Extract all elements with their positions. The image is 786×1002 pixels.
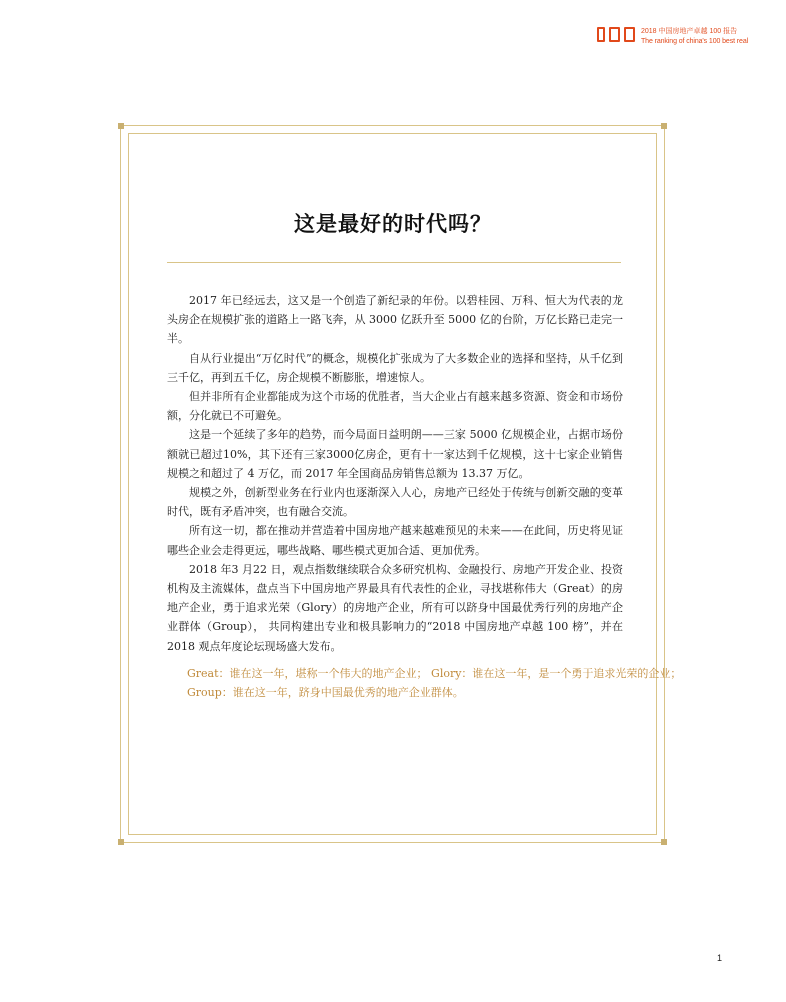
frame-corner-ornament bbox=[118, 839, 124, 845]
paragraph: 2017 年已经远去，这又是一个创造了新纪录的年份。以碧桂园、万科、恒大为代表的龙头房企在规模扩张的道路上一路飞奔，从 3000 亿跃升至 5000 亿的台阶，万亿长路已走完一半。 bbox=[167, 294, 623, 346]
frame-corner-ornament bbox=[118, 123, 124, 129]
paragraph: 但并非所有企业都能成为这个市场的优胜者，当大企业占有越来越多资源、资金和市场份额，分化就已不可避免。 bbox=[167, 390, 623, 423]
paragraph: 所有这一切，都在推动并营造着中国房地产越来越难预见的未来——在此间，历史将见证哪些企业会走得更远，哪些战略、哪些模式更加合适、更加优秀。 bbox=[167, 524, 623, 557]
highlight-callout: Great：谁在这一年，堪称一个伟大的地产企业； Glory：谁在这一年，是一个勇于追求光荣的企业； Group：谁在这一年，跻身中国最优秀的地产企业群体。 bbox=[187, 667, 682, 699]
paragraph: 规模之外，创新型业务在行业内也逐渐深入人心，房地产已经处于传统与创新交融的变革时代，既有矛盾冲突，也有融合交流。 bbox=[167, 486, 623, 519]
report-title: 2018 中国房地产卓越 100 报告 bbox=[641, 28, 738, 35]
page-title: 这是最好的时代吗？ bbox=[294, 212, 492, 236]
page-number: 1 bbox=[717, 953, 723, 963]
report-logo-icon bbox=[597, 27, 635, 42]
paragraph: 这是一个延续了多年的趋势，而今局面日益明朗——三家 5000 亿规模企业，占据市场份额就已超过10%，其下还有三家3000亿房企，更有十一家达到千亿规模，这十七家企业销售规模之和超过了 4 万亿，而 2017 年全国商品房销售总额为 13.37 万亿。 bbox=[167, 428, 623, 480]
title-divider bbox=[167, 262, 621, 263]
article-body bbox=[167, 291, 623, 656]
frame-corner-ornament bbox=[661, 123, 667, 129]
logo-block-2 bbox=[609, 27, 620, 42]
logo-block-1 bbox=[597, 27, 605, 42]
paragraph: 2018 年3 月22 日，观点指数继续联合众多研究机构、金融投行、房地产开发企业、投资机构及主流媒体，盘点当下中国房地产界最具有代表性的企业，寻找堪称伟大（Great）的房地产企业，勇于追求光荣（Glory）的房地产企业，所有可以跻身中国最优秀行列的房地产企业群体（Group）， 共同构建出专业和极具影响力的“2018 中国房地产卓越 100 榜”，并在 2018 观点年度论坛现场盛大发布。 bbox=[167, 562, 623, 653]
paragraph: 自从行业提出“万亿时代”的概念，规模化扩张成为了大多数企业的选择和坚持，从千亿到三千亿，再到五千亿，房企规模不断膨胀，增速惊人。 bbox=[167, 351, 623, 384]
frame-corner-ornament bbox=[661, 839, 667, 845]
report-subtitle: The ranking of china's 100 best real bbox=[641, 38, 749, 45]
logo-block-3 bbox=[624, 27, 635, 42]
report-header bbox=[641, 27, 748, 47]
